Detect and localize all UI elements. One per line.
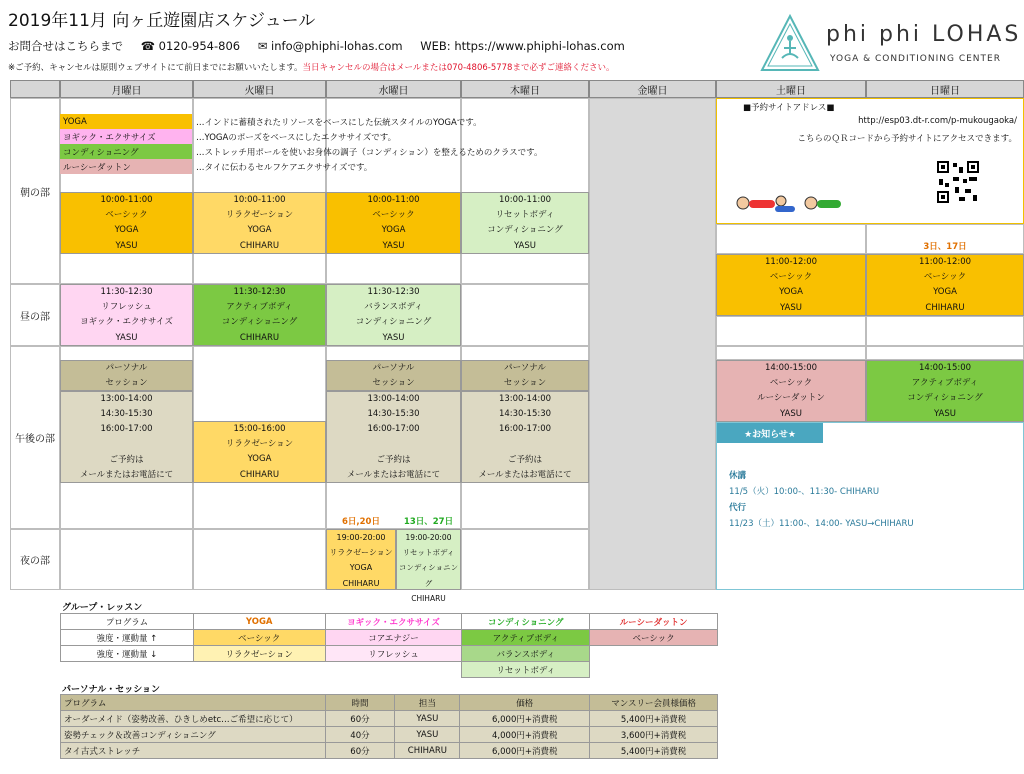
reservation-note: こちらのＱＲコードから予約サイトにアクセスできます。 [797, 134, 1017, 144]
class-wed-noon[interactable]: 11:30-12:30 バランスボディ コンディショニング YASU [326, 284, 461, 346]
personal-cell: 60分 [325, 711, 395, 727]
class-sat-morning[interactable]: 11:00-12:00 ベーシック YOGA YASU [716, 254, 866, 316]
group-cell: ベーシック [193, 630, 325, 646]
email-link[interactable]: ✉ info@phiphi-lohas.com [257, 39, 403, 53]
class-wed-night-a[interactable]: 19:00-20:00 リラクゼーション YOGA CHIHARU [326, 529, 396, 590]
grid-cell [461, 529, 589, 590]
legend-yoga [60, 114, 482, 129]
personal-cell: 3,600円+消費税 [590, 727, 718, 743]
personal-times-thu: 13:00-14:00 14:30-15:30 16:00-17:00 ご予約は メールまたはお電話にて [461, 391, 589, 483]
group-header-lucy: ルーシーダットン [590, 614, 718, 630]
class-sat-afternoon[interactable]: 14:00-15:00 ベーシック ルーシーダットン YASU [716, 360, 866, 422]
period-noon: 昼の部 [10, 284, 60, 346]
personal-header-cell: 時間 [325, 695, 395, 711]
news-closed-label: 休講 [729, 471, 747, 481]
reservation-url[interactable]: http://esp03.dt-r.com/p-mukougaoka/ [858, 116, 1017, 126]
group-header-yoga: YOGA [193, 614, 325, 630]
news-label: ★お知らせ★ [717, 423, 823, 443]
legend-desc: …インドに蓄積されたリソースをベースにした伝統スタイルのYOGAです。 [196, 117, 482, 128]
personal-header-cell: 価格 [460, 695, 590, 711]
phone-number[interactable]: ☎ 0120-954-806 [140, 39, 241, 53]
day-header-tue: 火曜日 [193, 80, 326, 98]
page-title: 2019年11月 向ヶ丘遊園店スケジュール [8, 11, 316, 31]
personal-session-table [60, 694, 718, 759]
class-sun-afternoon[interactable]: 14:00-15:00 アクティブボディ コンディショニング YASU [866, 360, 1024, 422]
news-closed: 11/5（火）10:00-、11:30- CHIHARU [729, 487, 880, 497]
day-header-fri: 金曜日 [589, 80, 716, 98]
personal-session-thu[interactable]: パーソナル セッション [461, 360, 589, 391]
legend-tag: ヨギック・エクササイズ [60, 129, 192, 144]
personal-header-cell: プログラム [61, 695, 326, 711]
grid-cell [193, 529, 326, 590]
grid-cell [716, 316, 866, 346]
period-afternoon: 午後の部 [10, 346, 60, 529]
personal-cell: タイ古式ストレッチ [61, 743, 326, 759]
class-thu-morning[interactable]: 10:00-11:00 リセットボディ コンディショニング YASU [461, 192, 589, 254]
notice-text-red: 当日キャンセルの場合はメールまたは070-4806-5778まで必ずご連絡ください。 [302, 63, 615, 73]
personal-cell: 6,000円+消費税 [460, 711, 590, 727]
class-tue-afternoon[interactable]: 15:00-16:00 リラクゼーション YOGA CHIHARU [193, 421, 326, 483]
personal-cell: CHIHARU [395, 743, 460, 759]
personal-session-mon[interactable]: パーソナル セッション [60, 360, 193, 391]
class-wed-morning[interactable]: 10:00-11:00 ベーシック YOGA YASU [326, 192, 461, 254]
friday-closed [589, 98, 716, 590]
class-mon-noon[interactable]: 11:30-12:30 リフレッシュ ヨギック・エクササイズ YASU [60, 284, 193, 346]
reservation-label: ■予約サイトアドレス■ [743, 103, 835, 113]
contact-line [8, 38, 639, 54]
personal-times-mon: 13:00-14:00 14:30-15:30 16:00-17:00 ご予約は メールまたはお電話にて [60, 391, 193, 483]
notice-text: ※ご予約、キャンセルは原則ウェブサイトにて前日までにお願いいたします。 [8, 63, 303, 73]
night-dates-b: 13日、27日 [403, 517, 454, 527]
logo-subtitle: YOGA & CONDITIONING CENTER [830, 54, 1001, 64]
grid-cell [60, 529, 193, 590]
personal-cell: 5,400円+消費税 [590, 743, 718, 759]
period-night: 夜の部 [10, 529, 60, 590]
group-row-label: 強度・運動量 ↑ [61, 630, 194, 646]
news-sub: 11/23（土）11:00-、14:00- YASU→CHIHARU [729, 519, 914, 529]
day-header-sat: 土曜日 [716, 80, 866, 98]
reservation-box [716, 98, 1024, 224]
personal-cell: YASU [395, 711, 460, 727]
group-cell: リラクゼーション [193, 646, 325, 662]
logo-wordmark: phi phi LOHAS [826, 22, 1022, 47]
personal-header-cell: 担当 [395, 695, 460, 711]
day-header-wed: 水曜日 [326, 80, 461, 98]
night-dates-a: 6日,20日 [342, 517, 380, 527]
class-sun-morning[interactable]: 11:00-12:00 ベーシック YOGA CHIHARU [866, 254, 1024, 316]
logo-icon [760, 14, 820, 72]
day-header-sun: 日曜日 [866, 80, 1024, 98]
personal-cell: YASU [395, 727, 460, 743]
class-wed-night-b[interactable]: 19:00-20:00 リセットボディ コンディショニング CHIHARU [396, 529, 461, 590]
group-cell: バランスボディ [462, 646, 590, 662]
legend-tag: ルーシーダットン [60, 159, 192, 174]
class-mon-morning[interactable]: 10:00-11:00 ベーシック YOGA YASU [60, 192, 193, 254]
legend-lucy [60, 159, 372, 174]
cancel-notice [8, 61, 614, 73]
grid-cell [716, 346, 866, 360]
group-row-label: 強度・運動量 ↓ [61, 646, 194, 662]
legend-tag: コンディショニング [60, 144, 192, 159]
period-morning: 朝の部 [10, 98, 60, 284]
group-cell: リセットボディ [462, 662, 590, 678]
grid-cell [461, 284, 589, 346]
grid-cell [866, 316, 1024, 346]
qr-code-icon[interactable] [935, 159, 981, 209]
day-header-mon: 月曜日 [60, 80, 193, 98]
news-box [716, 422, 1024, 590]
personal-times-wed: 13:00-14:00 14:30-15:30 16:00-17:00 ご予約は メールまたはお電話にて [326, 391, 461, 483]
class-tue-morning[interactable]: 10:00-11:00 リラクゼーション YOGA CHIHARU [193, 192, 326, 254]
schedule-grid [10, 80, 1024, 603]
legend-desc: …YOGAのポーズをベースにしたエクササイズです。 [196, 132, 397, 143]
personal-cell: 6,000円+消費税 [460, 743, 590, 759]
group-header-conditioning: コンディショニング [462, 614, 590, 630]
personal-cell: オーダーメイド（姿勢改善、ひきしめetc…ご希望に応じて） [61, 711, 326, 727]
personal-header-cell: マンスリー会員様価格 [590, 695, 718, 711]
news-sub-label: 代行 [729, 503, 747, 513]
legend-conditioning [60, 144, 542, 159]
legend-yogic [60, 129, 396, 144]
legend-desc: …ストレッチ用ポールを使いお身体の調子（コンディション）を整えるためのクラスです。 [196, 147, 543, 158]
personal-cell: 姿勢チェック＆改善コンディショニング [61, 727, 326, 743]
personal-cell: 5,400円+消費税 [590, 711, 718, 727]
legend-desc: …タイに伝わるセルフケアエクササイズです。 [196, 162, 373, 173]
website-link[interactable]: WEB: https://www.phiphi-lohas.com [420, 39, 625, 53]
day-header-thu: 木曜日 [461, 80, 589, 98]
personal-cell: 4,000円+消費税 [460, 727, 590, 743]
personal-session-title: パーソナル・セッション [62, 685, 161, 695]
people-illustration-icon [735, 193, 845, 219]
contact-label: お問合せはこちらまで [8, 39, 123, 53]
grid-cell [866, 346, 1024, 360]
sun-dates: 3日、17日 [923, 242, 967, 252]
group-lesson-title: グループ・レッスン [62, 603, 143, 613]
group-cell: コアエナジー [325, 630, 462, 646]
group-header-cell: プログラム [61, 614, 194, 630]
group-cell: アクティブボディ [462, 630, 590, 646]
group-header-yogic: ヨギック・エクササイズ [325, 614, 462, 630]
personal-cell: 60分 [325, 743, 395, 759]
class-tue-noon[interactable]: 11:30-12:30 アクティブボディ コンディショニング CHIHARU [193, 284, 326, 346]
group-cell: ベーシック [590, 630, 718, 646]
group-cell: リフレッシュ [325, 646, 462, 662]
legend-tag: YOGA [60, 114, 192, 129]
group-lesson-table [60, 613, 718, 678]
grid-corner [10, 80, 60, 98]
personal-cell: 40分 [325, 727, 395, 743]
grid-cell [716, 224, 866, 254]
personal-session-wed[interactable]: パーソナル セッション [326, 360, 461, 391]
